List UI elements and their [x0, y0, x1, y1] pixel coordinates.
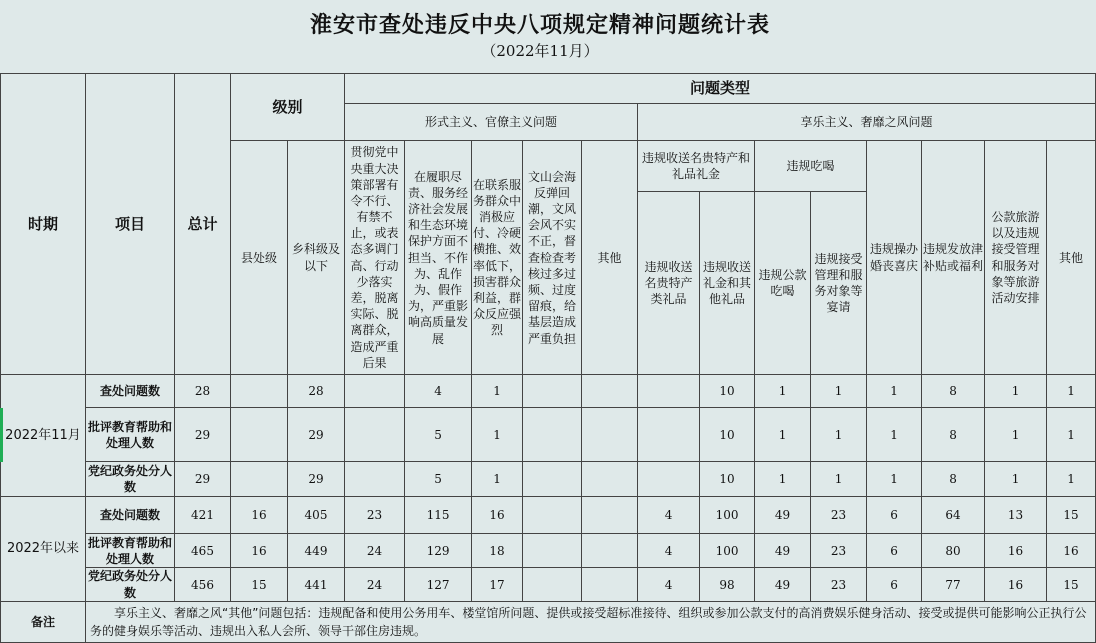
gift-col-money: 违规收送礼金和其他礼品: [700, 192, 755, 375]
cell-h7: 16: [985, 568, 1047, 601]
hedonism-col-wedding: 违规操办婚丧喜庆: [867, 141, 922, 375]
cell-f3: 16: [472, 497, 523, 534]
period-label: 2022年以来: [1, 497, 86, 601]
cell-f5: [582, 408, 638, 462]
formalism-col-1: 贯彻党中央重大决策部署有令不行、有禁不止，或表态多调门高、行动少落实差，脱离实际、脱离群众，造成严重后果: [345, 141, 405, 375]
cell-eat1: 1: [755, 375, 811, 408]
cell-total: 28: [175, 375, 231, 408]
cell-h5: 6: [867, 534, 922, 568]
total-header: 总计: [175, 74, 231, 375]
selection-accent-bar: [0, 408, 3, 462]
cell-gift2: 98: [700, 568, 755, 601]
cell-f1: [345, 375, 405, 408]
table-row: [1, 497, 1096, 534]
row-item: 党纪政务处分人数: [86, 462, 175, 497]
cell-county: [231, 408, 288, 462]
cell-f2: 127: [405, 568, 472, 601]
cell-eat2: 23: [811, 534, 867, 568]
cell-f2: 5: [405, 408, 472, 462]
cell-h6: 8: [922, 462, 985, 497]
cell-eat1: 49: [755, 534, 811, 568]
cell-gift1: 4: [638, 568, 700, 601]
cell-county: 16: [231, 497, 288, 534]
cell-f2: 4: [405, 375, 472, 408]
formalism-col-3: 在联系服务群众中消极应付、冷硬横推、效率低下，损害群众利益，群众反应强烈: [472, 141, 523, 375]
row-item: 批评教育帮助和处理人数: [86, 534, 175, 568]
note-label: 备注: [1, 601, 86, 642]
cell-gift2: 100: [700, 497, 755, 534]
hedonism-col-other: 其他: [1047, 141, 1096, 375]
cell-total: 29: [175, 408, 231, 462]
cell-h6: 8: [922, 375, 985, 408]
cell-total: 29: [175, 462, 231, 497]
level-header: 级别: [231, 74, 345, 141]
cell-town: 29: [288, 462, 345, 497]
cell-town: 29: [288, 408, 345, 462]
cell-h6: 77: [922, 568, 985, 601]
cell-f4: [523, 462, 582, 497]
cell-h8: 1: [1047, 408, 1096, 462]
cell-county: [231, 375, 288, 408]
cell-h8: 15: [1047, 497, 1096, 534]
period-header: 时期: [1, 74, 86, 375]
page-title: 淮安市查处违反中央八项规定精神问题统计表: [309, 13, 770, 38]
cell-total: 421: [175, 497, 231, 534]
cell-f4: [523, 375, 582, 408]
cell-county: [231, 462, 288, 497]
cell-h7: 13: [985, 497, 1047, 534]
cell-h8: 16: [1047, 534, 1096, 568]
item-header: 项目: [86, 74, 175, 375]
stats-table: [0, 73, 1096, 643]
cell-f2: 5: [405, 462, 472, 497]
eat-col-public: 违规公款吃喝: [755, 192, 811, 375]
cell-county: 15: [231, 568, 288, 601]
cell-h5: 1: [867, 408, 922, 462]
cell-h6: 64: [922, 497, 985, 534]
cell-h7: 1: [985, 462, 1047, 497]
note-row: [1, 601, 1096, 642]
cell-f1: [345, 462, 405, 497]
problem-type-header: 问题类型: [345, 74, 1096, 104]
cell-h5: 1: [867, 462, 922, 497]
cell-f4: [523, 408, 582, 462]
cell-town: 449: [288, 534, 345, 568]
cell-f5: [582, 497, 638, 534]
row-item: 党纪政务处分人数: [86, 568, 175, 601]
cell-f5: [582, 375, 638, 408]
cell-total: 465: [175, 534, 231, 568]
cell-eat1: 49: [755, 568, 811, 601]
row-item: 查处问题数: [86, 375, 175, 408]
cell-h6: 80: [922, 534, 985, 568]
cell-h7: 1: [985, 408, 1047, 462]
table-row: [1, 375, 1096, 408]
cell-h8: 1: [1047, 375, 1096, 408]
cell-gift1: [638, 375, 700, 408]
table-row: [1, 568, 1096, 601]
cell-h5: 1: [867, 375, 922, 408]
hedonism-header: 享乐主义、奢靡之风问题: [638, 104, 1096, 141]
cell-f3: 1: [472, 375, 523, 408]
cell-gift1: [638, 408, 700, 462]
town-level-header: 乡科级及以下: [288, 141, 345, 375]
cell-f5: [582, 462, 638, 497]
cell-f3: 1: [472, 408, 523, 462]
cell-f1: 24: [345, 568, 405, 601]
cell-eat2: 1: [811, 375, 867, 408]
cell-f3: 17: [472, 568, 523, 601]
cell-gift2: 10: [700, 408, 755, 462]
cell-f2: 115: [405, 497, 472, 534]
eat-group-header: 违规吃喝: [755, 141, 867, 192]
cell-h6: 8: [922, 408, 985, 462]
cell-town: 28: [288, 375, 345, 408]
formalism-col-2: 在履职尽责、服务经济社会发展和生态环境保护方面不担当、不作为、乱作为、假作为，严重影响高质量发展: [405, 141, 472, 375]
cell-h7: 16: [985, 534, 1047, 568]
hedonism-col-allowance: 违规发放津补贴或福利: [922, 141, 985, 375]
cell-f1: 23: [345, 497, 405, 534]
cell-h8: 1: [1047, 462, 1096, 497]
cell-total: 456: [175, 568, 231, 601]
table-row: [1, 462, 1096, 497]
table-row: [1, 534, 1096, 568]
cell-f3: 1: [472, 462, 523, 497]
cell-eat2: 1: [811, 462, 867, 497]
cell-f3: 18: [472, 534, 523, 568]
cell-f2: 129: [405, 534, 472, 568]
cell-county: 16: [231, 534, 288, 568]
cell-town: 405: [288, 497, 345, 534]
cell-gift1: 4: [638, 534, 700, 568]
county-level-header: 县处级: [231, 141, 288, 375]
row-item: 查处问题数: [86, 497, 175, 534]
cell-eat1: 1: [755, 462, 811, 497]
cell-h5: 6: [867, 568, 922, 601]
gift-group-header: 违规收送名贵特产和礼品礼金: [638, 141, 755, 192]
eat-col-banquet: 违规接受管理和服务对象等宴请: [811, 192, 867, 375]
gift-col-specialty: 违规收送名贵特产类礼品: [638, 192, 700, 375]
cell-f4: [523, 534, 582, 568]
cell-h8: 15: [1047, 568, 1096, 601]
table-row: [1, 408, 1096, 462]
cell-eat1: 1: [755, 408, 811, 462]
cell-eat2: 23: [811, 568, 867, 601]
cell-gift2: 10: [700, 462, 755, 497]
cell-f1: [345, 408, 405, 462]
formalism-col-other: 其他: [582, 141, 638, 375]
formalism-col-4: 文山会海反弹回潮，文风会风不实不正，督查检查考核过多过频、过度留痕，给基层造成严重负担: [523, 141, 582, 375]
cell-gift1: [638, 462, 700, 497]
cell-eat1: 49: [755, 497, 811, 534]
cell-h7: 1: [985, 375, 1047, 408]
cell-f4: [523, 568, 582, 601]
cell-f5: [582, 534, 638, 568]
cell-gift2: 10: [700, 375, 755, 408]
cell-town: 441: [288, 568, 345, 601]
row-item: 批评教育帮助和处理人数: [86, 408, 175, 462]
cell-gift2: 100: [700, 534, 755, 568]
page-subtitle: （2022年11月）: [481, 42, 599, 60]
cell-h5: 6: [867, 497, 922, 534]
formalism-header: 形式主义、官僚主义问题: [345, 104, 638, 141]
period-label: 2022年11月: [1, 375, 86, 497]
cell-f5: [582, 568, 638, 601]
cell-f1: 24: [345, 534, 405, 568]
cell-f4: [523, 497, 582, 534]
hedonism-col-travel: 公款旅游以及违规接受管理和服务对象等旅游活动安排: [985, 141, 1047, 375]
cell-eat2: 1: [811, 408, 867, 462]
cell-gift1: 4: [638, 497, 700, 534]
note-text: 享乐主义、奢靡之风“其他”问题包括：违规配备和使用公务用车、楼堂馆所问题、提供或接受超标准接待、组织或参加公款支付的高消费娱乐健身活动、接受或提供可能影响公正执行公务的健身娱乐等活动、违规出入私人会所、领导干部住房违规。: [86, 601, 1096, 642]
cell-eat2: 23: [811, 497, 867, 534]
